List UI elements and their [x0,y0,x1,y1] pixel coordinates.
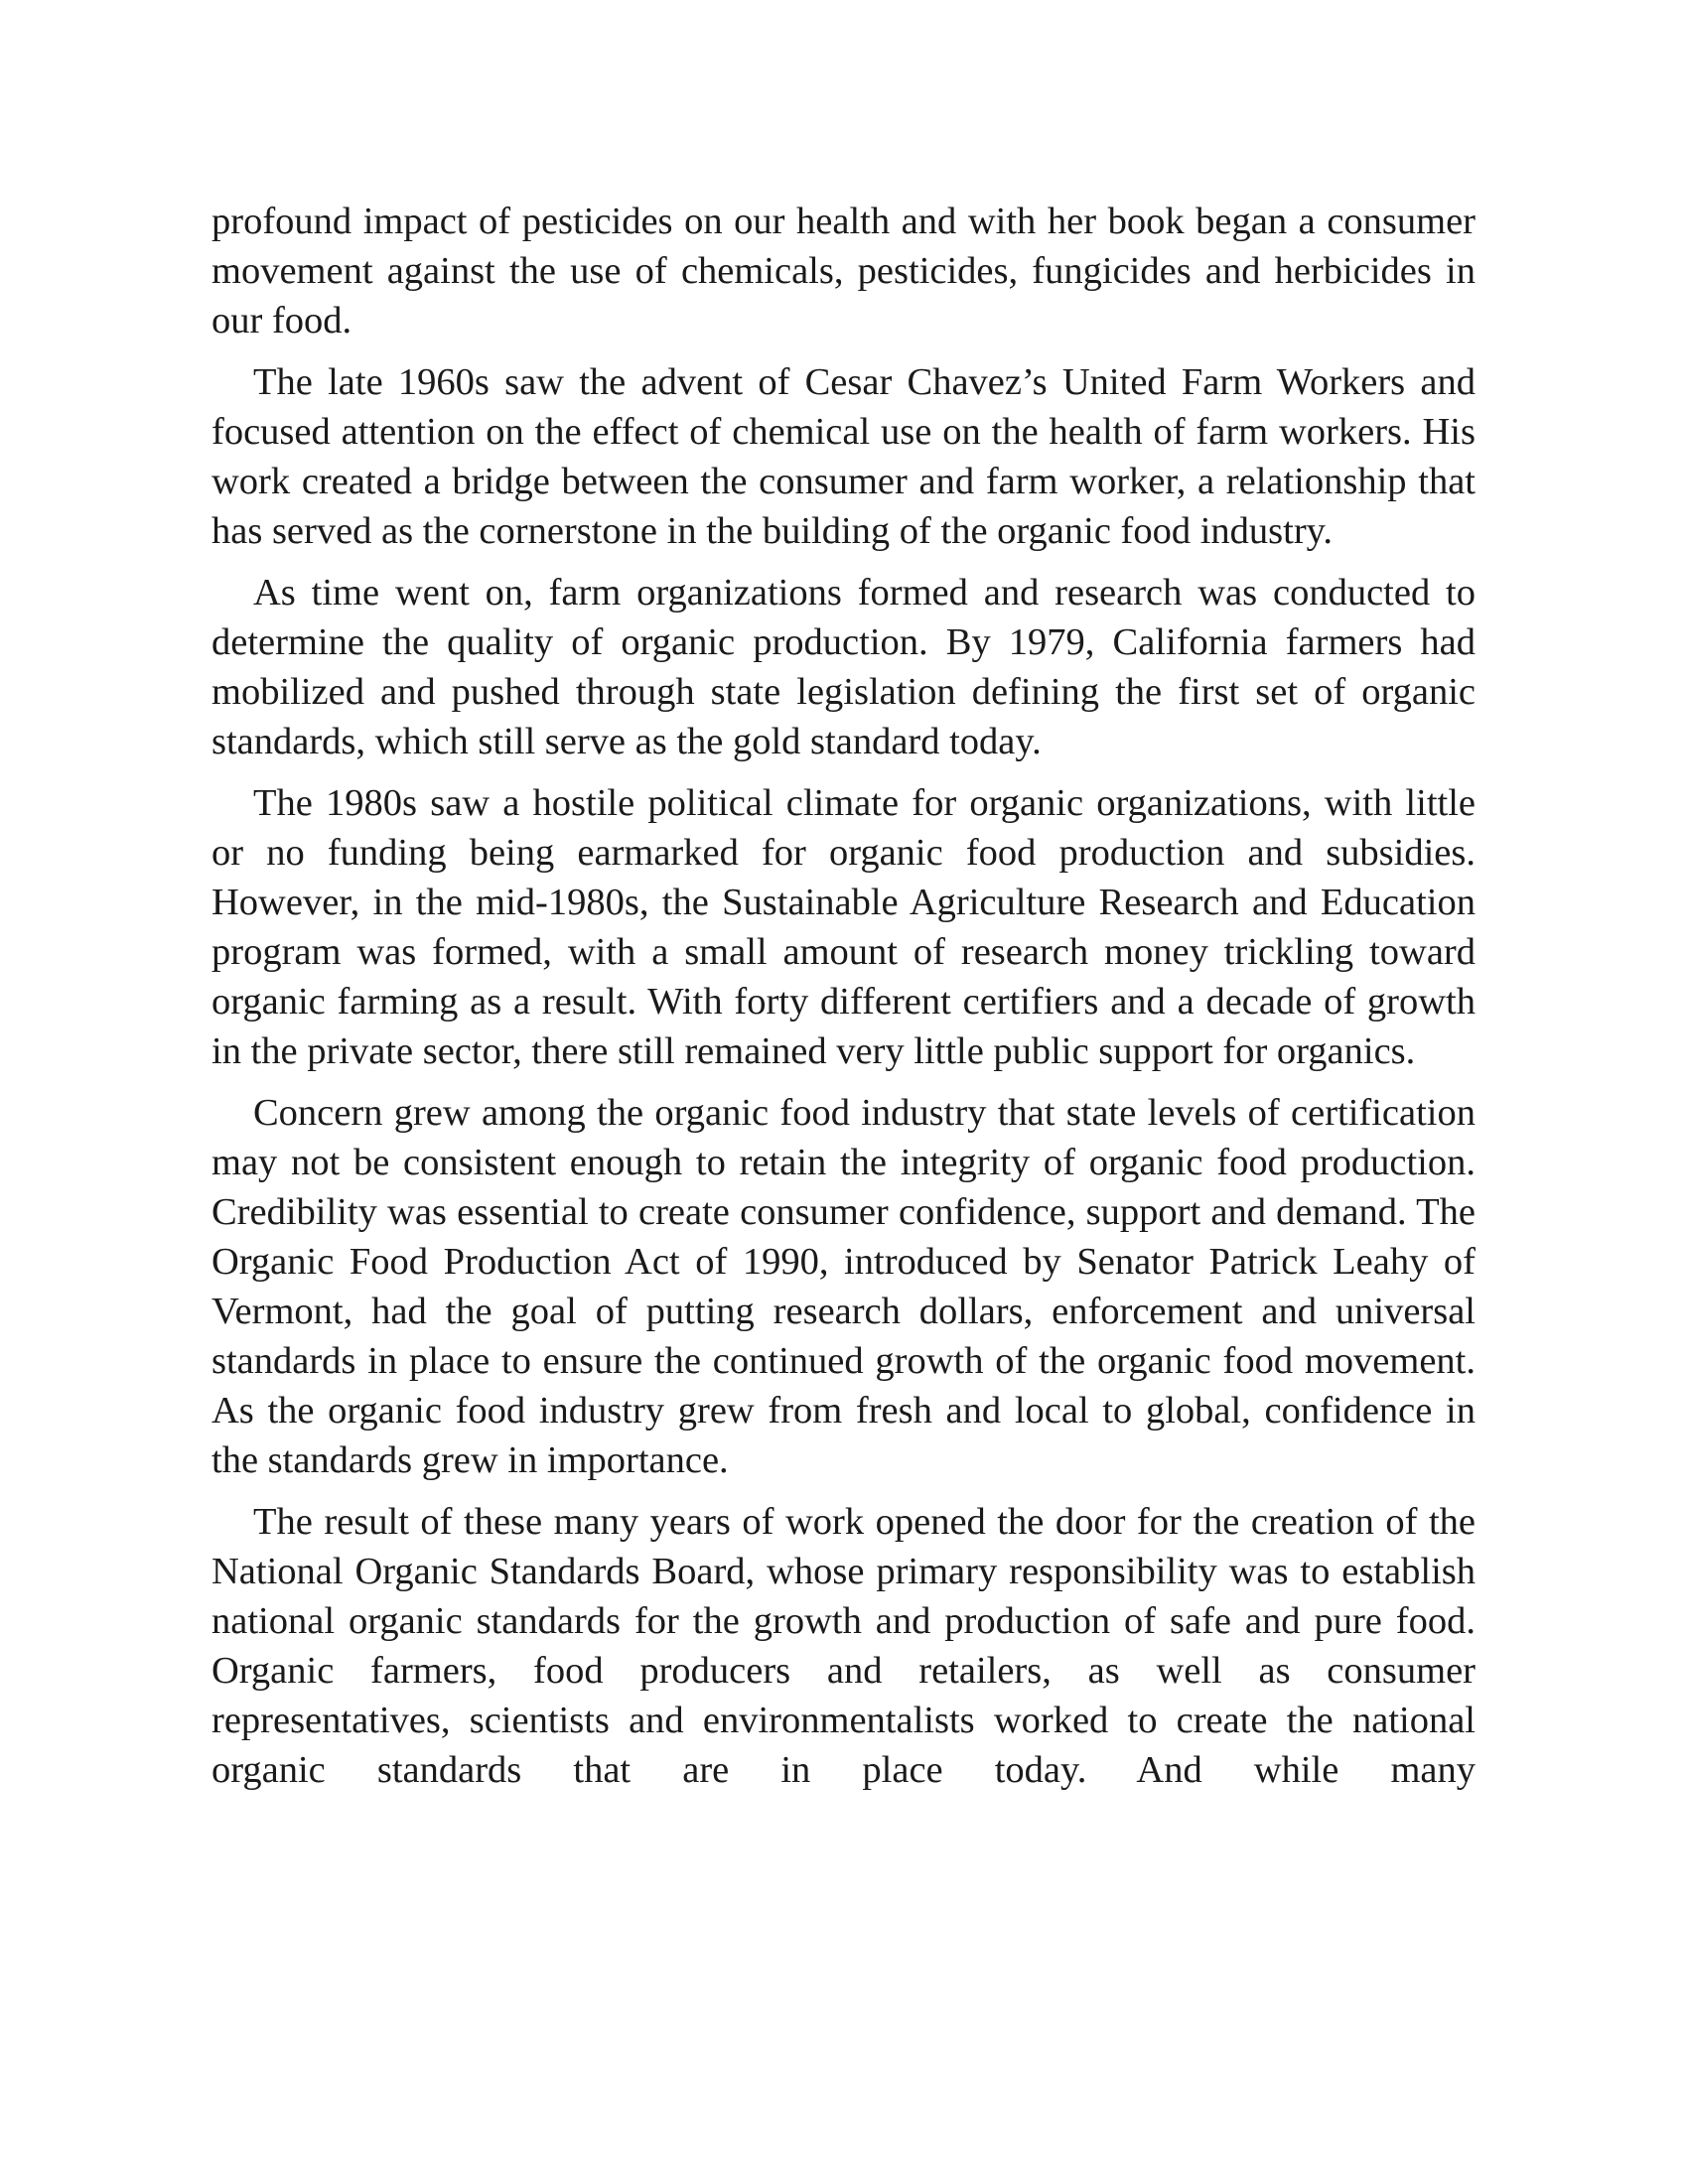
paragraph-certification-concern: Concern grew among the organic food industry that state levels of certification may not be consistent enough to retain the integrity of organic food production. Credibility was essential to create consumer confidence, support and demand. The Organic Food Production Act of 1990, introduced by Senator Patrick Leahy of Vermont, had the goal of putting research dollars, enforcement and universal standards in place to ensure the continued growth of the organic food movement. As the organic food industry grew from fresh and local to global, confidence in the standards grew in importance. [211,1092,1476,1481]
paragraph-national-standards-board: The result of these many years of work opened the door for the creation of the National Organic Standards Board, whose primary responsibility was to establish national organic standards for the growth and production of safe and pure food. Organic farmers, food producers and retailers, as well as consumer representatives, scientists and environmentalists worked to create the national organic standards that are in place today. And while many [211,1501,1476,1791]
body-text [211,197,1476,1807]
paragraph-farm-workers: The late 1960s saw the advent of Cesar Chavez’s United Farm Workers and focused attention on the effect of chemical use on the health of farm workers. His work created a bridge between the consumer and farm worker, a relationship that has served as the cornerstone in the building of the organic food industry. [211,361,1476,552]
paragraph-farm-organizations: As time went on, farm organizations formed and research was conducted to determine the quality of organic production. By 1979, California farmers had mobilized and pushed through state legislation defining the first set of organic standards, which still serve as the gold standard today. [211,572,1476,762]
paragraph-continuation: profound impact of pesticides on our health and with her book began a consumer movement against the use of chemicals, pesticides, fungicides and herbicides in our food. [211,201,1476,341]
paragraph-1980s: The 1980s saw a hostile political climate for organic organizations, with little or no funding being earmarked for organic food production and subsidies. However, in the mid-1980s, the Sustainable Agriculture Research and Education program was formed, with a small amount of research money trickling toward organic farming as a result. With forty different certifiers and a decade of growth in the private sector, there still remained very little public support for organics. [211,782,1476,1072]
